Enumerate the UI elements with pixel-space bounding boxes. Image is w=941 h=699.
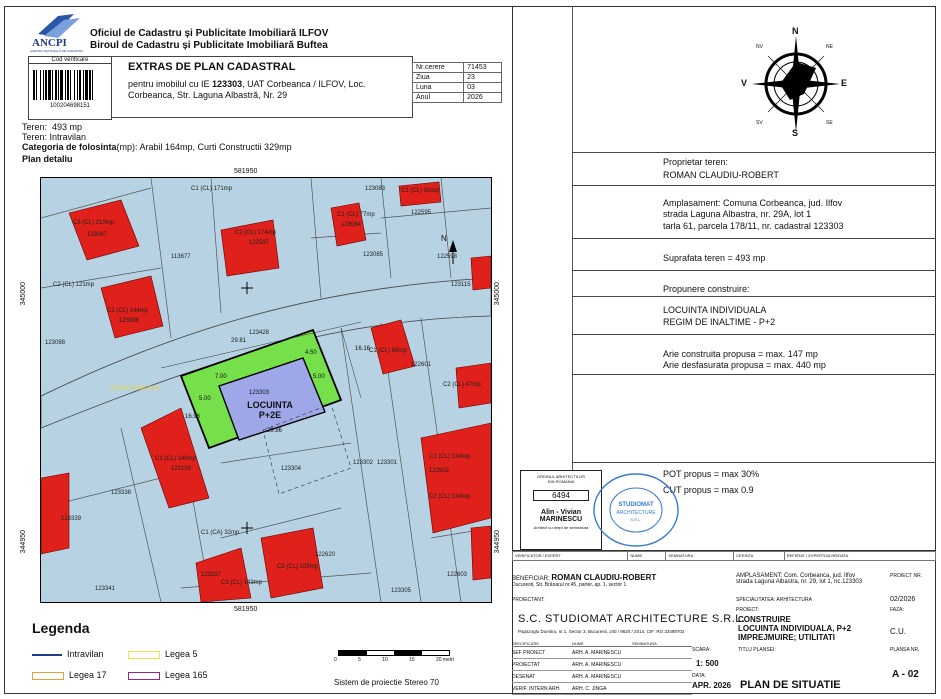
role-row xyxy=(512,671,692,683)
amplasament-cell: AMPLASAMENT: Com. Corbeanca, jud. Ilfov strada Laguna Albastra, nr. 29, lot 1, nc.123303 xyxy=(736,573,863,585)
request-label: Anul xyxy=(413,93,464,103)
parcel-label: 123084 xyxy=(341,222,362,228)
parcel-label: C2 (CL) 174mp xyxy=(235,230,277,236)
role-person: ARH. A. MARINESCU xyxy=(572,673,622,680)
parcel-label: C2 (CL) 134mp xyxy=(429,494,471,500)
parcel-label: 123302 xyxy=(353,460,374,466)
svg-text:ARCHITECTURE: ARCHITECTURE xyxy=(616,510,656,516)
teren-type: Teren: Intravilan xyxy=(22,132,87,142)
info-rule-2 xyxy=(572,185,936,186)
parcel-label: 123086 xyxy=(119,318,140,324)
legend-item xyxy=(32,670,128,680)
parcel-label: 122595 xyxy=(411,210,432,216)
dimension-label: 5.00 xyxy=(199,396,211,402)
arie-2: Arie desfasurata propusa = max. 440 mp xyxy=(663,360,826,370)
role-person: ARH. A. MARINESCU xyxy=(572,661,622,668)
roles-header-cell: NUME xyxy=(572,641,584,646)
role-name: SEF PROIECT xyxy=(512,649,546,656)
amplasament-3: tarla 61, parcela 178/11, nr. cadastral 123303 xyxy=(663,221,844,231)
property-line-2: Corbeanca, Str. Laguna Albastră, Nr. 29 xyxy=(128,90,288,100)
parcel-label: C1 (CL) 143mp xyxy=(221,580,263,586)
dimension-label: 5.00 xyxy=(313,374,325,380)
tb-header-cell: CERINTA xyxy=(734,552,785,561)
office-line-1: Oficiul de Cadastru și Publicitate Imobiliară ILFOV xyxy=(90,28,329,39)
legend-title: Legenda xyxy=(32,620,90,636)
parcel-label: 123304 xyxy=(281,466,302,472)
role-person: ARH. C. JINGA xyxy=(572,685,607,692)
info-rule-1 xyxy=(572,152,936,153)
proiect-nr-label: PROIECT NR. xyxy=(890,573,923,579)
compass-n: N xyxy=(792,26,799,36)
barcode-number: 100204698151 xyxy=(49,103,91,109)
svg-text:STUDIOMAT: STUDIOMAT xyxy=(618,502,654,508)
propunere-1: LOCUINTA INDIVIDUALA xyxy=(663,305,767,315)
role-row xyxy=(512,683,692,695)
property-box xyxy=(112,56,413,118)
scale-tick: 10 xyxy=(382,657,388,663)
tb-header-cell: VERIFICATOR / EXPERT xyxy=(513,552,628,561)
dimension-label: 29.86 xyxy=(267,428,283,434)
dimension-label: 16.96 xyxy=(185,414,201,420)
parcel-label: 122601 xyxy=(411,362,432,368)
request-row xyxy=(413,83,502,93)
coord-left-bottom: 344950 xyxy=(20,530,27,554)
compass-s: S xyxy=(792,128,799,138)
plansa-label: PLANSA NR. xyxy=(890,647,920,653)
scale-tick: 5 xyxy=(358,657,361,663)
scara: 1: 500 xyxy=(696,659,719,668)
owner-name: ROMAN CLAUDIU-ROBERT xyxy=(663,170,779,180)
map-north: N xyxy=(441,234,447,243)
parcel-label: 123199 xyxy=(171,466,192,472)
tb-header-cell: NUME xyxy=(628,552,666,561)
compass-ne: NE xyxy=(826,44,833,50)
request-value: 71453 xyxy=(464,63,502,73)
role-name: PROIECTAT xyxy=(512,661,540,668)
role-person: ARH. A. MARINESCU xyxy=(572,649,622,656)
request-label: Nr.cerere xyxy=(413,63,464,73)
plan-label: Plan detaliu xyxy=(22,154,73,164)
legend-swatch xyxy=(128,651,160,659)
scale-tick: 15 xyxy=(409,657,415,663)
parcel-label: 123339 xyxy=(61,516,82,522)
role-name: DESENAT xyxy=(512,673,536,680)
parcel-label: 122620 xyxy=(315,552,336,558)
proiect-title: CONSTRUIRE LOCUINTA INDIVIDUALA, P+2 IMPREJMUIRE; UTILITATI xyxy=(738,615,852,642)
title-block-table xyxy=(512,551,936,561)
parcel-label: C1 (CL) 77mp xyxy=(337,212,375,218)
parcel-label: 123337 xyxy=(201,572,222,578)
scale-tick: 0 xyxy=(334,657,337,663)
beneficiar-cell: BENEFICIAR: ROMAN CLAUDIU-ROBERT Ducuresti, Str. Brânarul nr.45, parter, ap. 1, sector 1 xyxy=(512,573,657,588)
role-name: VERIF. INTERN ARH. xyxy=(512,685,561,692)
parcel-label: 123088 xyxy=(45,340,66,346)
coord-right-bottom: 344950 xyxy=(494,530,501,554)
plansa: A - 02 xyxy=(892,669,919,680)
dimension-label: 29.81 xyxy=(231,338,247,344)
legend-label: Intravilan xyxy=(67,649,104,659)
legend-swatch xyxy=(32,672,64,680)
architect-stamp: ORDINUL ARHITECTILOR DIN ROMANIA 6494 Alin - Vivian MARINESCU Arhitect cu drept de semnatura xyxy=(520,470,602,550)
dimension-label: 16.16 xyxy=(355,346,371,352)
svg-text:AGENȚIA NAȚIONALĂ DE CADASTRU: AGENȚIA NAȚIONALĂ DE CADASTRU xyxy=(30,49,84,53)
dimension-label: 7.00 xyxy=(215,374,227,380)
role-row xyxy=(512,647,692,659)
compass-rose xyxy=(740,28,860,144)
parcel-label: 123067 xyxy=(87,232,108,238)
parcel-label: C1 (CL) 144mp xyxy=(107,308,149,314)
dimension-label: 4.50 xyxy=(305,350,317,356)
propunere-label: Propunere construire: xyxy=(663,284,750,294)
parcel-label: 122603 xyxy=(447,572,468,578)
legend-item xyxy=(32,649,128,659)
scara-label: SCARA: xyxy=(692,647,711,653)
tb-header-cell: REFERAT / EXPERTIZA NR/DATA xyxy=(784,552,935,561)
info-rule-4 xyxy=(572,270,936,271)
firm-name: S.C. STUDIOMAT ARCHITECTURE S.R.L. xyxy=(518,613,746,625)
parcel-label: 123338 xyxy=(111,490,132,496)
proiectant-label: PROIECTANT: xyxy=(512,597,545,603)
arie-1: Arie construita propusa = max. 147 mp xyxy=(663,349,818,359)
request-row xyxy=(413,73,502,83)
margin-divider xyxy=(572,6,573,546)
coord-bottom: 581950 xyxy=(234,606,258,613)
scale-bar xyxy=(338,650,450,656)
svg-text:S.R.L.: S.R.L. xyxy=(630,517,642,522)
info-rule-3 xyxy=(572,238,936,239)
parcel-label: C2 (CL) 121mp xyxy=(53,282,95,288)
legend-items xyxy=(32,644,232,686)
parcel-label: C2 (CL) 105mp xyxy=(277,564,319,570)
scale-tick: 20 metri xyxy=(435,657,454,663)
request-row xyxy=(413,93,502,103)
cadastral-map xyxy=(40,177,492,603)
parcel-label: 122602 xyxy=(429,468,450,474)
request-value: 23 xyxy=(464,73,502,83)
legend-label: Legea 165 xyxy=(165,670,208,680)
legend-label: Legea 17 xyxy=(69,670,107,680)
parcel-label: 123301 xyxy=(377,460,398,466)
parcel-label: C1 (CA) 32mp xyxy=(201,530,240,536)
info-rule-6 xyxy=(572,334,936,335)
request-row xyxy=(413,63,502,73)
coord-left-top: 345000 xyxy=(20,282,27,306)
compass-nv: NV xyxy=(756,44,763,50)
barcode xyxy=(33,70,107,100)
parcel-label: 113677 xyxy=(171,254,191,260)
titlu-label: TITLU PLANSEI: xyxy=(738,647,776,653)
coord-right-top: 345000 xyxy=(494,282,501,306)
roles-table xyxy=(512,641,692,695)
tb-header-cell: SEMNATURA xyxy=(666,552,734,561)
subject-parcel: 123303 xyxy=(249,390,270,396)
compass-sv: SV xyxy=(756,120,763,126)
extract-title: EXTRAS DE PLAN CADASTRAL xyxy=(128,61,296,73)
scale-ticks xyxy=(334,657,454,663)
parcel-label: C1 (CL) 146mp xyxy=(155,456,197,462)
property-line-1: pentru imobilul cu IE 123303, UAT Corbeanca / ILFOV, Loc. xyxy=(128,79,366,89)
parcel-label: C2 (CL) 47mp xyxy=(443,382,481,388)
legend-label: Legea 5 xyxy=(165,649,198,659)
office-line-2: Biroul de Cadastru și Publicitate Imobiliară Buftea xyxy=(90,40,328,51)
compass-e: E xyxy=(841,78,848,88)
firm-address: Papazoglu Dumitru, nr.1, Sector 3, Bucuresti, J40 / 9620 / 2014, CIF: RO 33489702 xyxy=(518,629,685,634)
cut: CUT propus = max 0.9 xyxy=(663,485,754,495)
proiect-nr: 02/2026 xyxy=(890,596,916,603)
legend-item xyxy=(128,649,224,659)
land-use: Categoria de folosinta(mp): Arabil 164mp, Curti Constructii 329mp xyxy=(22,142,292,152)
title-block xyxy=(512,550,936,695)
request-table xyxy=(412,62,502,103)
data: APR. 2026 xyxy=(692,681,732,690)
projection-label: Sistem de proiectie Stereo 70 xyxy=(334,678,439,687)
company-stamp xyxy=(588,470,688,550)
parcel-label: C3 (CL) 210mp xyxy=(73,220,115,226)
barcode-box xyxy=(28,56,112,120)
svg-text:ANCPI: ANCPI xyxy=(32,37,67,49)
house-label: LOCUINTA P+2E xyxy=(247,400,293,420)
amplasament-2: strada Laguna Albastra, nr. 29A, lot 1 xyxy=(663,209,812,219)
role-row xyxy=(512,659,692,671)
faza: C.U. xyxy=(890,627,906,636)
request-value: 2026 xyxy=(464,93,502,103)
amplasament-1: Amplasament: Comuna Corbeanca, jud. Ilfov xyxy=(663,198,843,208)
parcel-label: C1 (CL) 171mp xyxy=(191,186,233,192)
proiect-label: PROIECT: xyxy=(736,607,760,613)
compass-v: V xyxy=(741,78,748,88)
parcel-label: C1 (CL) 134mp xyxy=(429,454,471,460)
info-rule-5 xyxy=(572,296,936,297)
suprafata: Suprafata teren = 493 mp xyxy=(663,253,766,263)
roles-header-cell: SEMNATURA xyxy=(632,641,657,646)
legend-item xyxy=(128,670,224,680)
specialitatea: SPECIALITATEA: ARHITECTURA xyxy=(736,597,812,603)
parcel-label: 123305 xyxy=(391,588,412,594)
legend-swatch xyxy=(32,654,62,656)
ancpi-logo xyxy=(28,12,88,52)
faza-label: FAZA: xyxy=(890,607,904,613)
request-label: Ziua xyxy=(413,73,464,83)
info-rule-8 xyxy=(572,462,936,463)
parcel-label: C1 (CL) 92mp xyxy=(401,188,439,194)
legend-swatch xyxy=(128,672,160,680)
compass-se: SE xyxy=(826,120,833,126)
request-value: 03 xyxy=(464,83,502,93)
info-rule-7 xyxy=(572,374,936,375)
parcel-label: C1 (CL) 86mp xyxy=(369,348,407,354)
parcel-label: 123083 xyxy=(365,186,386,192)
request-label: Luna xyxy=(413,83,464,93)
propunere-2: REGIM DE INALTIME - P+2 xyxy=(663,317,776,327)
roles-header-cell: SPECIFICATIE xyxy=(512,641,540,646)
pot: POT propus = max 30% xyxy=(663,469,760,479)
parcel-label: 123428 xyxy=(249,330,270,336)
parcel-label: 123341 xyxy=(95,586,116,592)
owner-label: Proprietar teren: xyxy=(663,157,729,167)
parcel-label: 123115 xyxy=(451,282,471,288)
coord-top: 581950 xyxy=(234,168,258,175)
street-label: DRUM COMUNAL xyxy=(111,386,161,392)
cod-label: Cod verificare xyxy=(29,57,111,64)
parcel-label: 123085 xyxy=(363,252,384,258)
parcel-label: 122598 xyxy=(437,254,458,260)
titlu: PLAN DE SITUATIE xyxy=(740,679,841,691)
teren-area: Teren: 493 mp xyxy=(22,122,83,132)
parcel-label: 122597 xyxy=(249,240,270,246)
data-label: DATA: xyxy=(692,673,706,679)
